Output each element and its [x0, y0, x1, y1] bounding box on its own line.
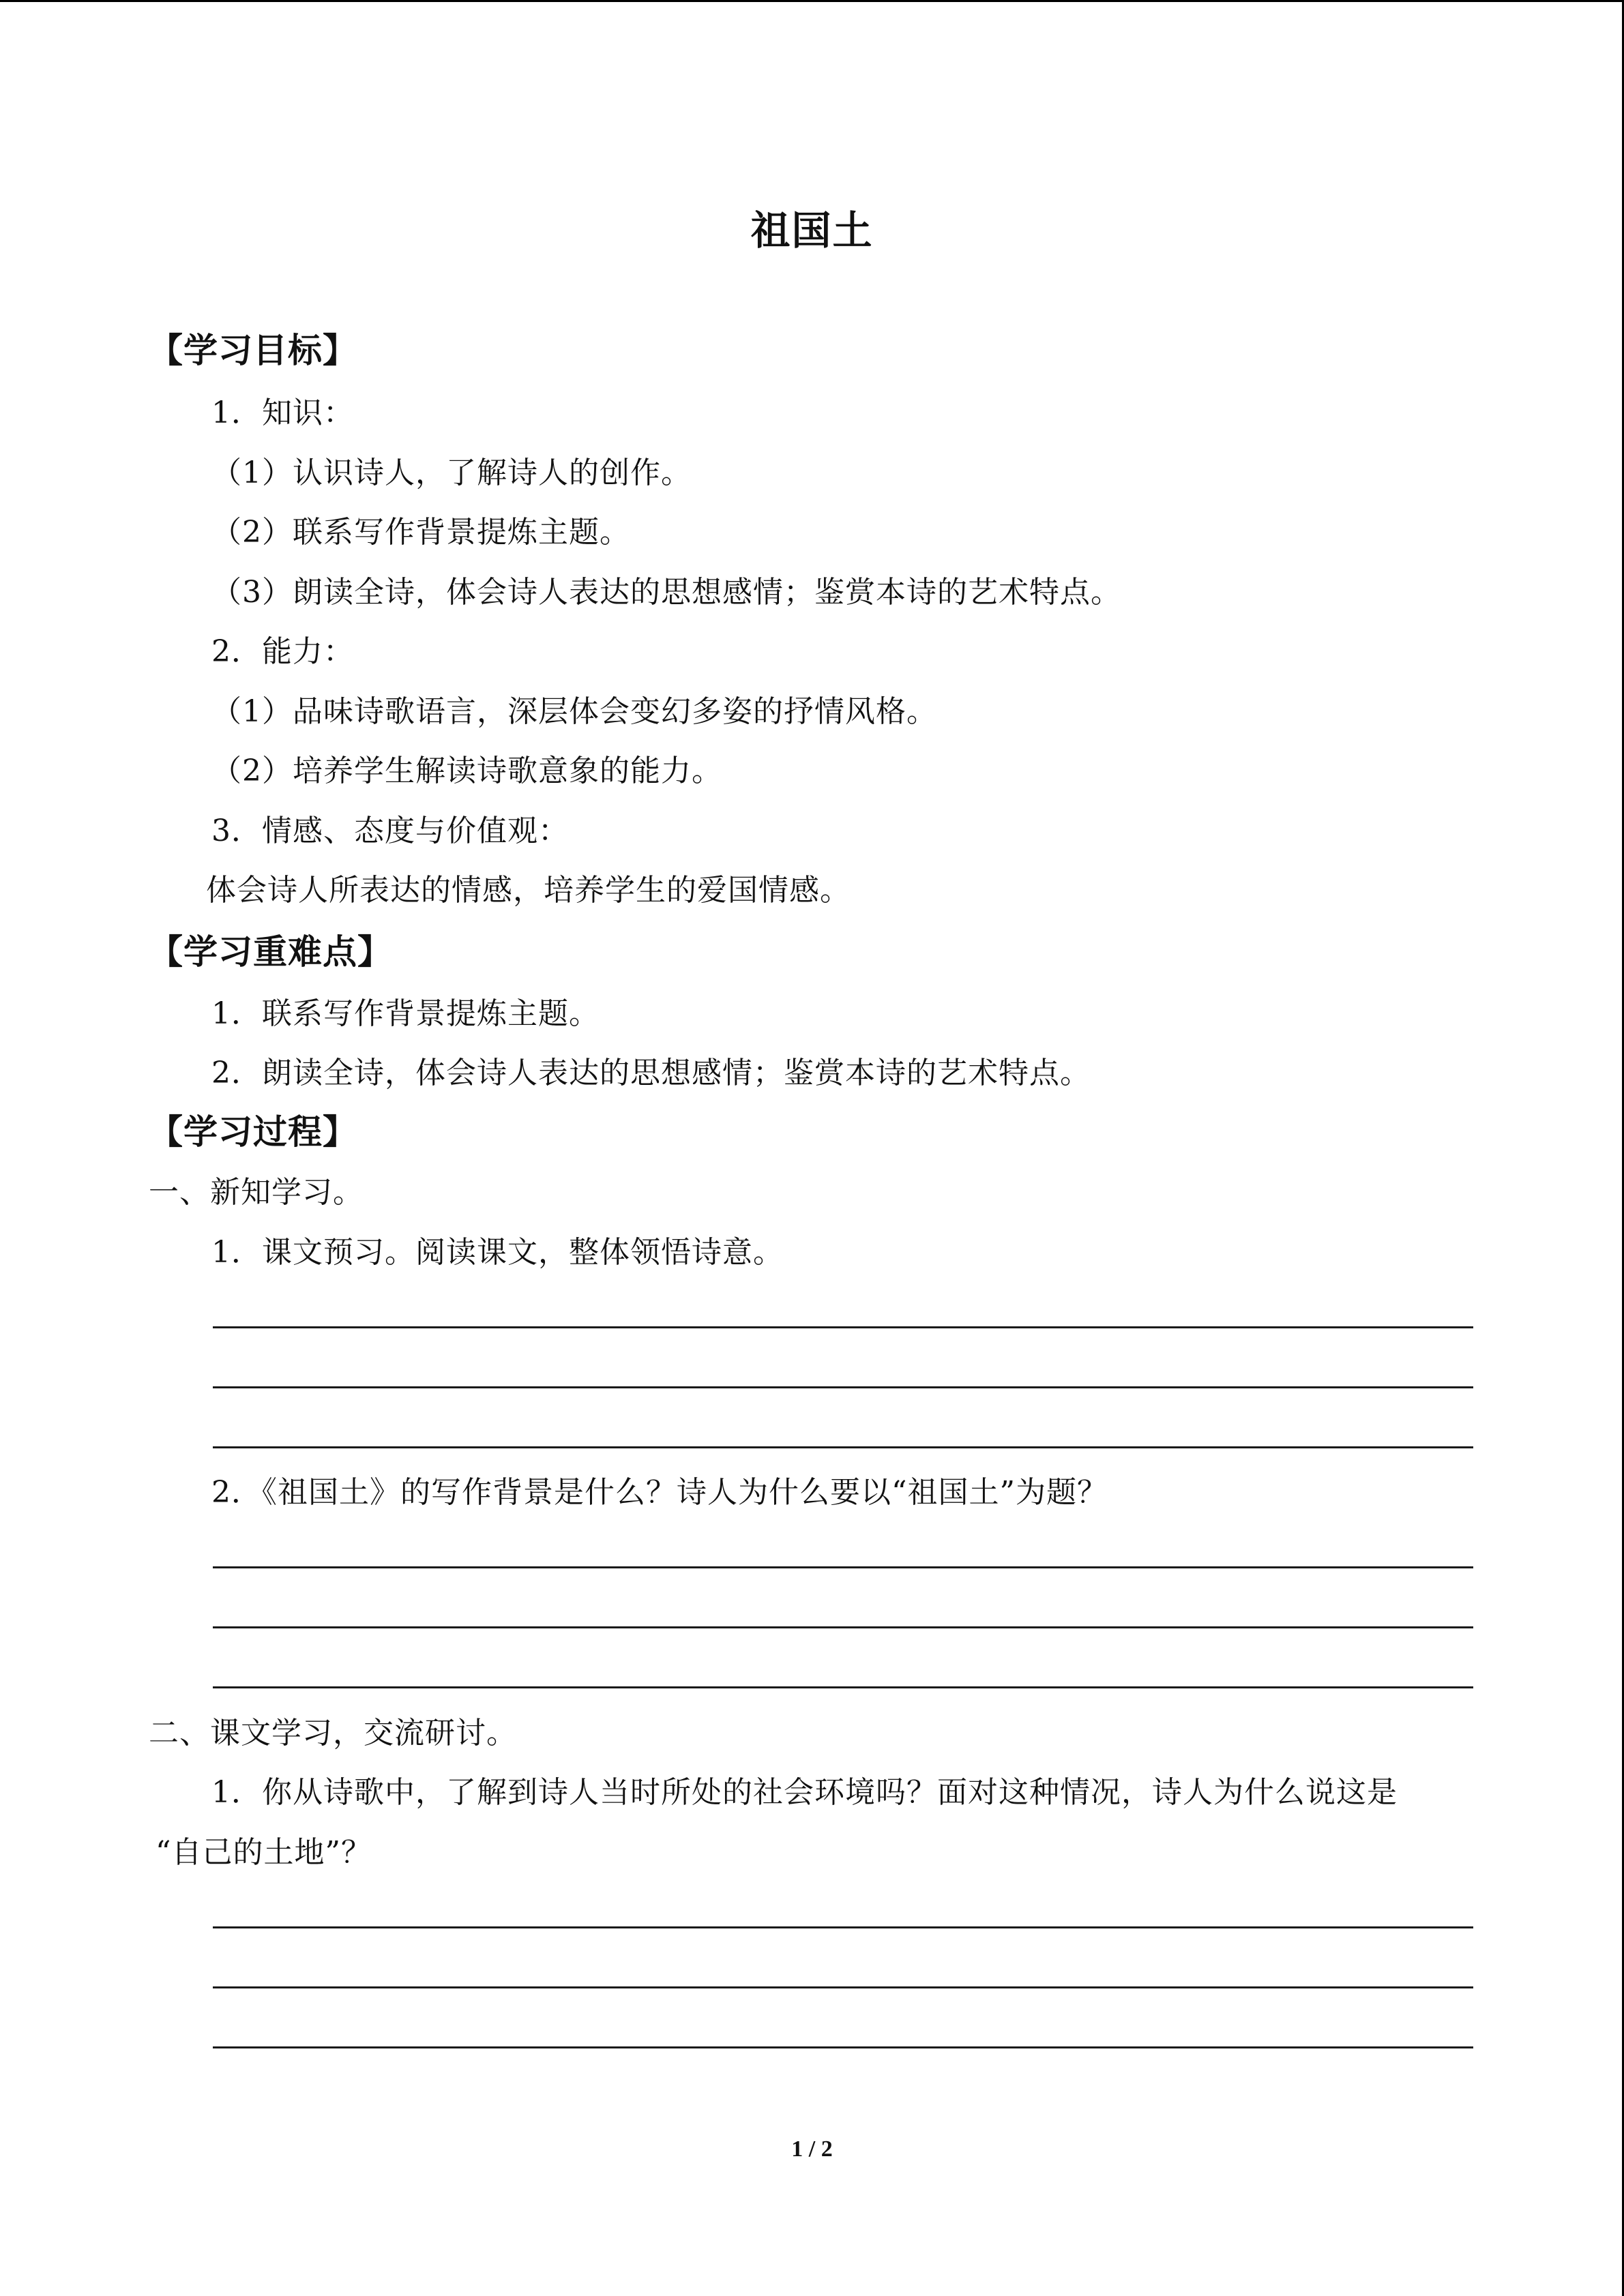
process-part2-title: 二、课文学习，交流研讨。 [149, 1716, 517, 1750]
objective-ability-item-2: （2）培养学生解读诗歌意象的能力。 [211, 754, 722, 788]
page-title: 祖国土 [750, 207, 874, 254]
answer-line [213, 1626, 1473, 1628]
heading-objectives: 【学习目标】 [149, 331, 357, 370]
objective-values-label: 3．情感、态度与价值观： [211, 814, 569, 848]
top-border [0, 0, 1624, 2]
answer-line [213, 1986, 1473, 1988]
answer-line [213, 1386, 1473, 1388]
heading-process: 【学习过程】 [149, 1112, 357, 1152]
process-part2-question-1-line-1: 1．你从诗歌中，了解到诗人当时所处的社会环境吗？面对这种情况，诗人为什么说这是 [211, 1775, 1398, 1810]
objective-ability-label: 2．能力： [211, 634, 354, 669]
process-part1-question-2: 2．《祖国土》的写作背景是什么？诗人为什么要以“祖国土”为题？ [211, 1475, 1108, 1510]
process-part2-question-1-line-2: “自己的土地”？ [156, 1835, 372, 1870]
objective-knowledge-item-2: （2）联系写作背景提炼主题。 [211, 515, 630, 550]
page-number: 1 / 2 [791, 2136, 833, 2162]
objective-knowledge-label: 1．知识： [211, 396, 354, 430]
objective-knowledge-item-3: （3）朗读全诗，体会诗人表达的思想感情；鉴赏本诗的艺术特点。 [211, 575, 1121, 610]
answer-line [213, 1326, 1473, 1328]
process-part1-title: 一、新知学习。 [149, 1175, 364, 1210]
answer-line [213, 2046, 1473, 2048]
objective-knowledge-item-1: （1）认识诗人，了解诗人的创作。 [211, 456, 692, 490]
answer-line [213, 1446, 1473, 1448]
answer-line [213, 1926, 1473, 1928]
answer-line [213, 1686, 1473, 1688]
key-point-1: 1．联系写作背景提炼主题。 [211, 996, 600, 1031]
key-point-2: 2．朗读全诗，体会诗人表达的思想感情；鉴赏本诗的艺术特点。 [211, 1056, 1091, 1090]
objective-values-text: 体会诗人所表达的情感，培养学生的爱国情感。 [206, 873, 851, 908]
process-part1-question-1: 1．课文预习。阅读课文，整体领悟诗意。 [211, 1235, 784, 1270]
answer-line [213, 1566, 1473, 1568]
heading-key-points: 【学习重难点】 [149, 932, 392, 972]
objective-ability-item-1: （1）品味诗歌语言，深层体会变幻多姿的抒情风格。 [211, 694, 937, 729]
